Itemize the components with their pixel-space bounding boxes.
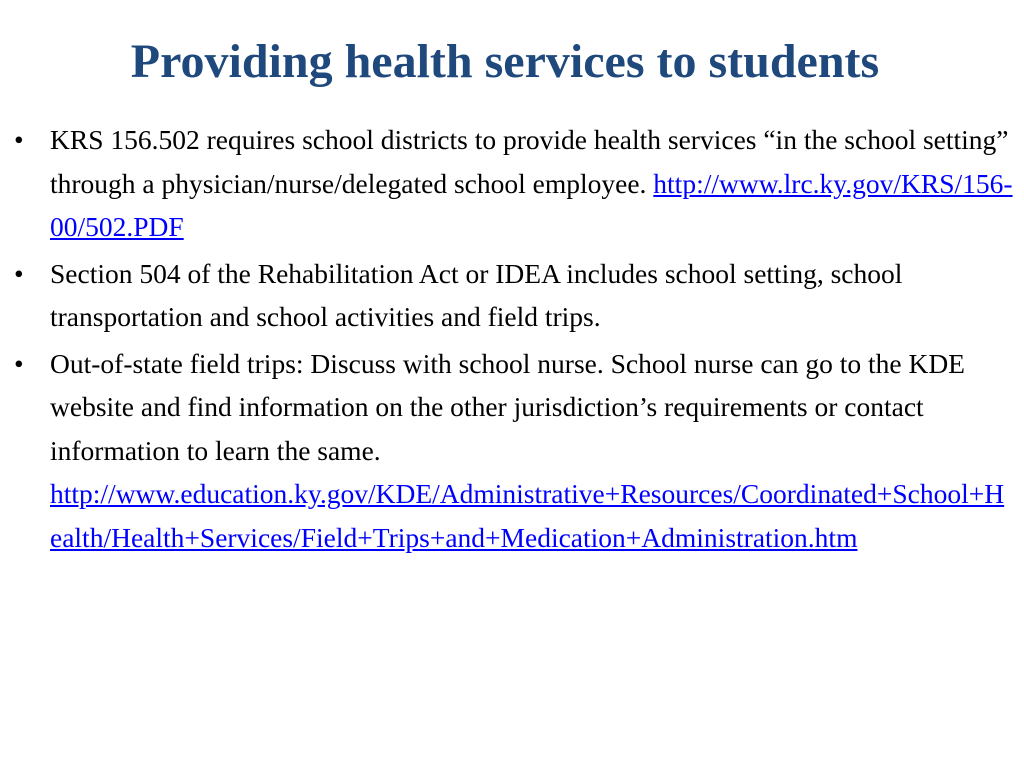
bullet-text: Section 504 of the Rehabilitation Act or IDEA includes school setting, school transportation and school activities and field trips. [50,257,903,332]
bullet-marker: • [14,347,24,379]
bullet-item-krs [0,118,1024,249]
bullet-marker: • [14,257,24,289]
bullet-text: KRS 156.502 requires school districts to provide health services “in the school setting” through a physician/nurse/delegated school employee. [50,124,1009,199]
slide-title: Providing health services to students [130,35,880,88]
bullet-marker: • [14,124,24,155]
krs-statute-link[interactable]: http://www.lrc.ky.gov/KRS/156-00/502.PDF [50,167,1013,242]
bullet-text: Out-of-state field trips: Discuss with school nurse. School nurse can go to the KDE website and find information on the other jurisdiction’s requirements or contact information to learn the same. [50,347,965,466]
bullet-item-out-of-state [0,342,1024,560]
bullet-list [0,118,1024,559]
bullet-item-section-504 [0,252,1024,339]
kde-field-trips-link[interactable]: http://www.education.ky.gov/KDE/Administrative+Resources/Coordinated+School+Health/Health+Services/Field+Trips+and+Medication+Administration.htm [50,478,1005,553]
